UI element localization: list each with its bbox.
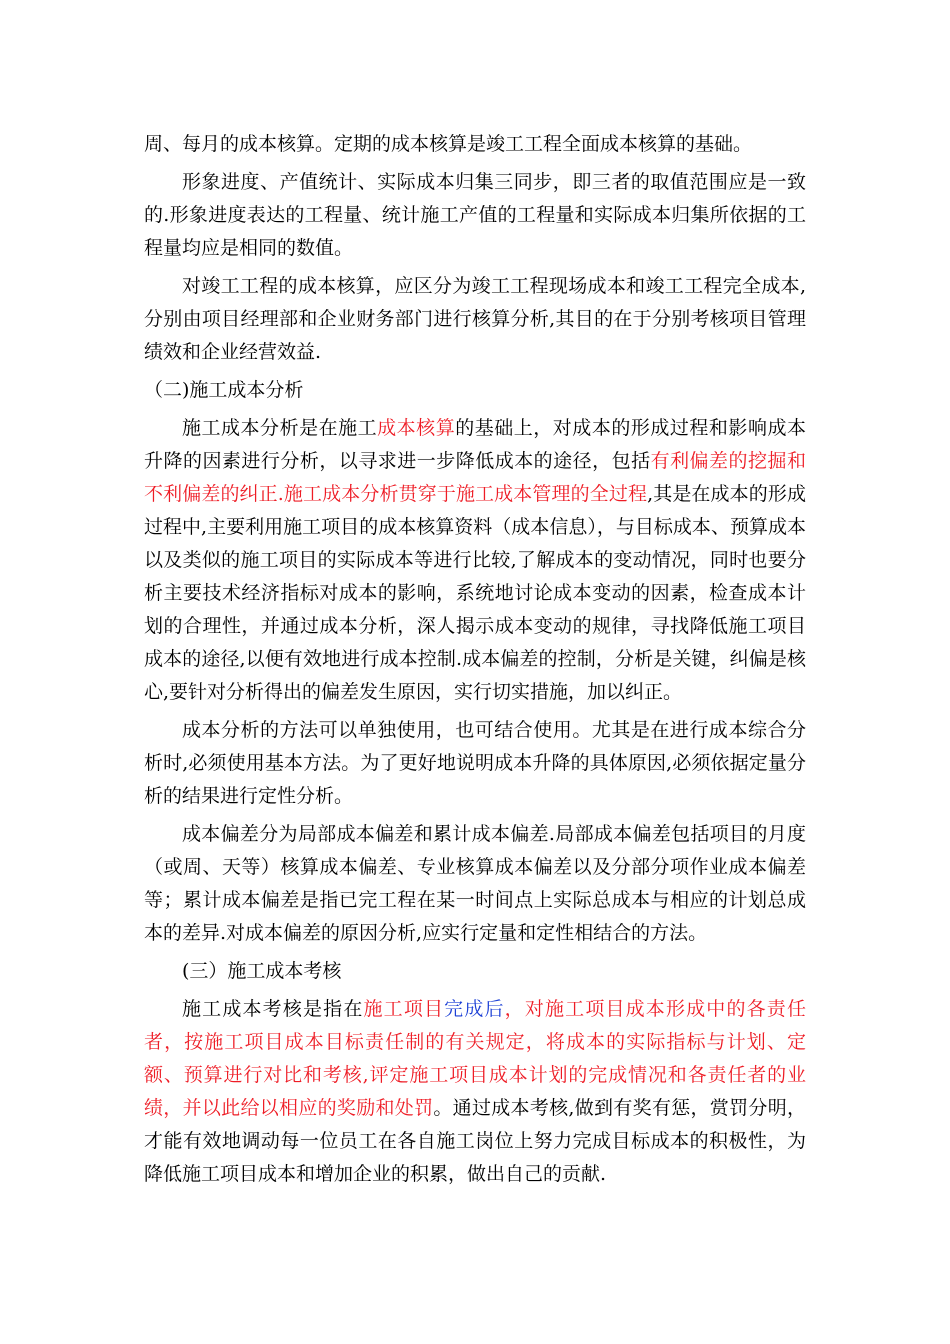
paragraph-period-cost-accounting: 周、每月的成本核算。定期的成本核算是竣工工程全面成本核算的基础。 <box>144 133 753 155</box>
text-segment: 施工成本分析是在施工 <box>182 417 378 439</box>
text-segment: ,其是在成本的形成过程中,主要利用施工项目的成本核算资料（成本信息），与目标成本、预算成本以及类似的施工项目的实际成本等进行比较,了解成本的变动情况，同时也要分析主要技术经济指标对成本的影响，系统地讨论成本变动的因素，检查成本计划的合理性，并通过成本分析，深人揭示成本变动的规律，寻找降低施工项目成本的途径,以便有效地进行成本控制.成本偏差的控制，分析是关键，纠偏是核心,要针对分析得出的偏差发生原因，实行切实措施，加以纠正。 <box>144 483 806 703</box>
paragraph-cost-assessment <box>144 993 806 1191</box>
text-segment: 施工成本考核是指在 <box>182 998 364 1020</box>
paragraph-completed-project-accounting: 对竣工工程的成本核算，应区分为竣工工程现场成本和竣工工程完全成本,分别由项目经理部和企业财务部门进行核算分析,其目的在于分别考核项目管理绩效和企业经营效益. <box>144 275 806 363</box>
section-heading-cost-analysis: （二)施工成本分析 <box>144 379 304 401</box>
paragraph-analysis-methods: 成本分析的方法可以单独使用，也可结合使用。尤其是在进行成本综合分析时,必须使用基本方法。为了更好地说明成本升降的具体原因,必须依据定量分析的结果进行定性分析。 <box>144 719 806 807</box>
document-body <box>144 128 806 1191</box>
highlight-deviation-correction: 有利偏差的挖掘和不利偏差的纠正.施工成本分析贯穿于施工成本管理的全过程 <box>144 450 806 505</box>
highlight-construction-project: 施工项目 <box>363 998 445 1020</box>
section-heading-cost-assessment: (三）施工成本考核 <box>182 960 342 982</box>
text-segment: 。通过成本考核,做到有奖有惩，赏罚分明，才能有效地调动每一位员工在各自施工岗位上努力完成目标成本的积极性，为降低施工项目成本和增加企业的积累，做出自己的贡献. <box>144 1097 806 1185</box>
paragraph-cost-deviation: 成本偏差分为局部成本偏差和累计成本偏差.局部成本偏差包括项目的月度（或周、天等）核算成本偏差、专业核算成本偏差以及分部分项作业成本偏差等；累计成本偏差是指已完工程在某一时间点上实际总成本与相应的计划总成本的差异.对成本偏差的原因分析,应实行定量和定性相结合的方法。 <box>144 823 806 944</box>
highlight-assessment-definition: ，对施工项目成本形成中的各责任者，按施工项目成本目标责任制的有关规定，将成本的实际指标与计划、定额、预算进行对比和考核,评定施工项目成本计划的完成情况和各责任者的业绩，并以此给以相应的奖励和处罚 <box>144 998 806 1119</box>
paragraph-three-synchronization: 形象进度、产值统计、实际成本归集三同步，即三者的取值范围应是一致的.形象进度表达的工程量、统计施工产值的工程量和实际成本归集所依据的工程量均应是相同的数值。 <box>144 171 806 259</box>
text-segment: 的基础上，对成本的形成过程和影响成本升降的因素进行分析，以寻求进一步降低成本的途径，包括 <box>144 417 806 472</box>
highlight-cost-accounting: 成本核算 <box>377 417 456 439</box>
paragraph-cost-analysis <box>144 412 806 709</box>
highlight-completion: 完成后 <box>444 998 505 1020</box>
